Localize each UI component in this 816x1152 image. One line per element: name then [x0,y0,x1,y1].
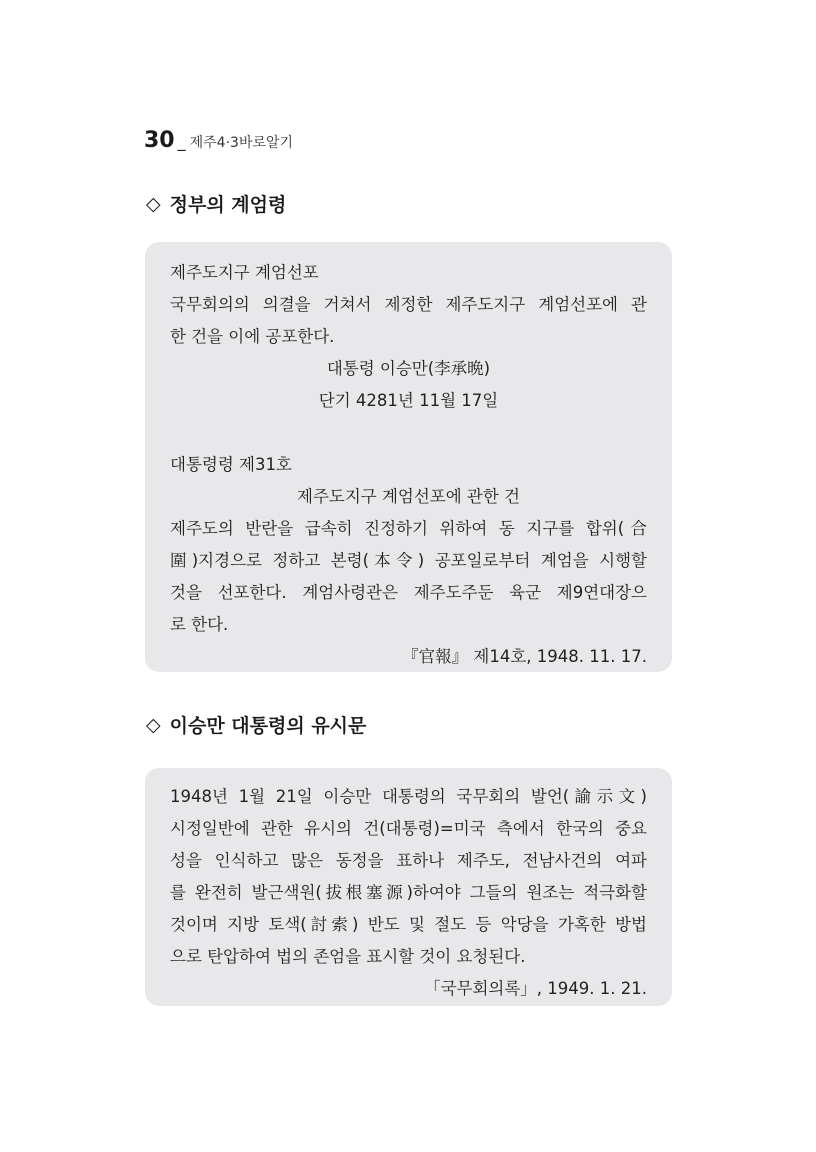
date-line: 단기 4281년 11월 17일 [318,391,499,410]
page-header [144,128,293,153]
decree-title: 제주도지구 계엄선포에 관한 건 [297,487,520,506]
source-citation: 『官報』 제14호, 1948. 11. 17. [402,647,647,666]
section-title-martial-law [146,190,286,217]
book-title: 제주4·3바로알기 [189,135,294,151]
proclamation-heading: 제주도지구 계엄선포 [170,263,319,282]
body-line: 것이며 지방 토색(討索) 반도 및 절도 등 악당을 가혹한 방법 [170,915,647,934]
body-line: 국무회의의 의결을 거쳐서 제정한 제주도지구 계엄선포에 관 [170,295,647,314]
spacer [170,417,647,449]
body-line: 를 완전히 발근색원(拔根塞源)하여야 그들의 원조는 적극화할 [170,883,647,902]
decree-line: 제주도의 반란을 급속히 진정하기 위하여 동 지구를 합위(合 [170,519,647,538]
body-line: 시정일반에 관한 유시의 건(대통령)=미국 측에서 한국의 중요 [170,819,647,838]
signer-line: 대통령 이승만(李承晩) [326,359,491,378]
decree-line: 것을 선포한다. 계엄사령관은 제주도주둔 육군 제9연대장으 [170,583,647,602]
diamond-icon: ◇ [146,713,161,736]
body-line: 성을 인식하고 많은 동정을 표하나 제주도, 전남사건의 여파 [170,851,647,870]
body-line: 한 건을 이에 공포한다. [170,327,335,346]
body-line: 으로 탄압하여 법의 존엄을 표시할 것이 요청된다. [170,947,526,966]
diamond-icon: ◇ [146,192,161,215]
decree-line: 로 한다. [170,615,229,634]
martial-law-box [145,242,672,672]
section-title-text: 정부의 계엄령 [169,194,287,216]
presidential-order-box [145,768,672,1006]
source-citation: 「국무회의록」, 1949. 1. 21. [424,979,647,998]
section-title-text: 이승만 대통령의 유시문 [169,715,367,737]
header-separator: _ [177,132,186,151]
page-number: 30 [144,128,175,153]
decree-line: 圍)지경으로 정하고 본령(本令) 공포일로부터 계엄을 시행할 [170,551,647,570]
section-title-presidential-order [146,711,366,738]
decree-number: 대통령령 제31호 [170,455,292,474]
body-line: 1948년 1월 21일 이승만 대통령의 국무회의 발언(諭示文) [170,787,647,806]
